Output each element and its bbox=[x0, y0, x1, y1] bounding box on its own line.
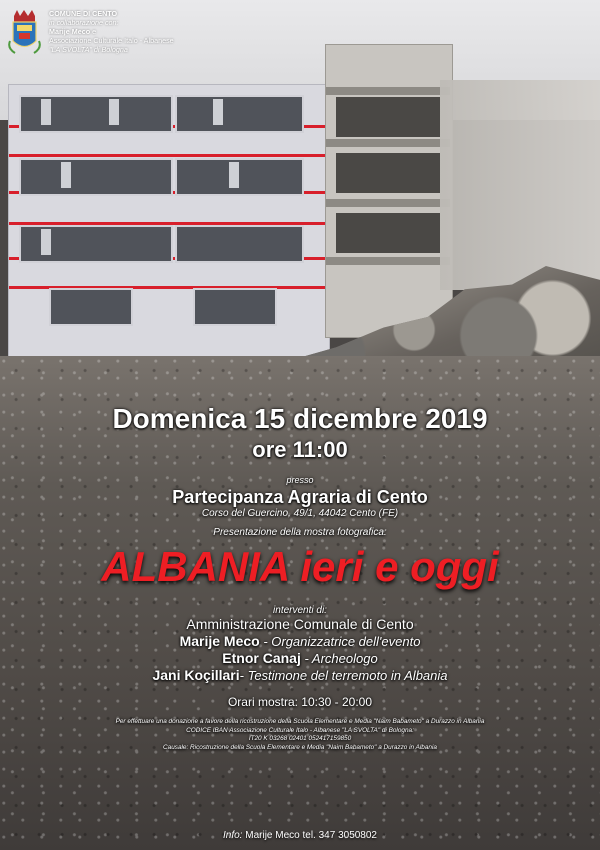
damaged-floor-slab bbox=[326, 139, 450, 147]
municipality-name: COMUNE DI CENTO bbox=[49, 9, 118, 18]
cento-coat-of-arms-icon bbox=[7, 8, 42, 58]
organizer-line bbox=[49, 27, 184, 36]
building-window bbox=[175, 225, 304, 263]
speaker-line bbox=[0, 616, 600, 633]
building-window bbox=[19, 95, 173, 133]
contact-phone: Marije Meco tel. 347 3050802 bbox=[242, 830, 377, 841]
exhibition-hours: Orari mostra: 10:30 - 20:00 bbox=[227, 695, 373, 709]
speaker-line bbox=[0, 650, 600, 667]
speaker-role: - Organizzatrice dell'evento bbox=[259, 634, 421, 649]
speaker-name: Amministrazione Comunale di Cento bbox=[186, 616, 414, 632]
building-window bbox=[193, 288, 277, 326]
contact-info bbox=[0, 830, 600, 841]
speaker-role: - Archeologo bbox=[300, 651, 378, 666]
association-name: Associazione Culturale Italo - Albanese bbox=[49, 36, 174, 45]
exposed-room bbox=[336, 97, 440, 137]
damaged-floor-slab bbox=[326, 199, 450, 207]
event-time: ore 11:00 bbox=[252, 437, 348, 462]
iban-label: CODICE IBAN Associazione Culturale Italo - Albanese "LA SVOLTA" di Bologna: bbox=[186, 726, 414, 734]
organizers-header bbox=[49, 9, 184, 54]
speaker-role: - Testimone del terremoto in Albania bbox=[239, 668, 448, 683]
speaker-name: Marije Meco bbox=[179, 633, 260, 649]
exposed-room bbox=[336, 153, 440, 193]
collapsed-building-frame bbox=[440, 80, 600, 290]
school-building bbox=[8, 84, 330, 358]
event-details bbox=[0, 403, 600, 752]
building-window bbox=[175, 158, 304, 196]
building-window bbox=[175, 95, 304, 133]
organizer-name: Marije Meco bbox=[49, 27, 91, 36]
building-window bbox=[19, 158, 173, 196]
damaged-floor-slab bbox=[326, 257, 450, 265]
speaker-line bbox=[0, 633, 600, 650]
info-label: Info: bbox=[223, 830, 243, 841]
red-floor-stripe bbox=[9, 154, 327, 157]
venue-label: presso bbox=[286, 475, 314, 485]
event-date: Domenica 15 dicembre 2019 bbox=[112, 403, 488, 434]
exhibition-title: ALBANIA ieri e oggi bbox=[101, 543, 499, 590]
iban-code: IT20 K 03268 02401 052417159850 bbox=[248, 735, 352, 742]
speaker-line bbox=[0, 667, 600, 684]
donation-purpose: Per effettuare una donazione a favore della ricostruzione della Scuola Elementare e Media "Naim Babameto" a Durazzo in Albania bbox=[115, 718, 485, 725]
association-location: "LA SVOLTA" di Bologna bbox=[49, 45, 128, 54]
speaker-name: Jani Koçillari bbox=[152, 667, 240, 683]
organizer-conjunction: e bbox=[90, 27, 97, 36]
building-window bbox=[49, 288, 133, 326]
donation-reason: Causale: Ricostruzione della Scuola Elementare e Media "Naim Babameto" a Durazzo in Albania bbox=[163, 743, 437, 751]
donation-info bbox=[0, 718, 600, 752]
speaker-name: Etnor Canaj bbox=[222, 650, 301, 666]
damaged-building-section bbox=[325, 44, 453, 338]
presentation-label: Presentazione della mostra fotografica: bbox=[213, 527, 387, 538]
venue-address: Corso del Guercino, 49/1, 44042 Cento (FE) bbox=[201, 508, 399, 519]
speakers-label: interventi di: bbox=[273, 605, 327, 616]
exposed-room bbox=[336, 213, 440, 253]
building-window bbox=[19, 225, 173, 263]
damaged-floor-slab bbox=[326, 87, 450, 95]
collaboration-label: in collaborazione con: bbox=[49, 18, 119, 27]
venue-name: Partecipanza Agraria di Cento bbox=[172, 487, 428, 507]
